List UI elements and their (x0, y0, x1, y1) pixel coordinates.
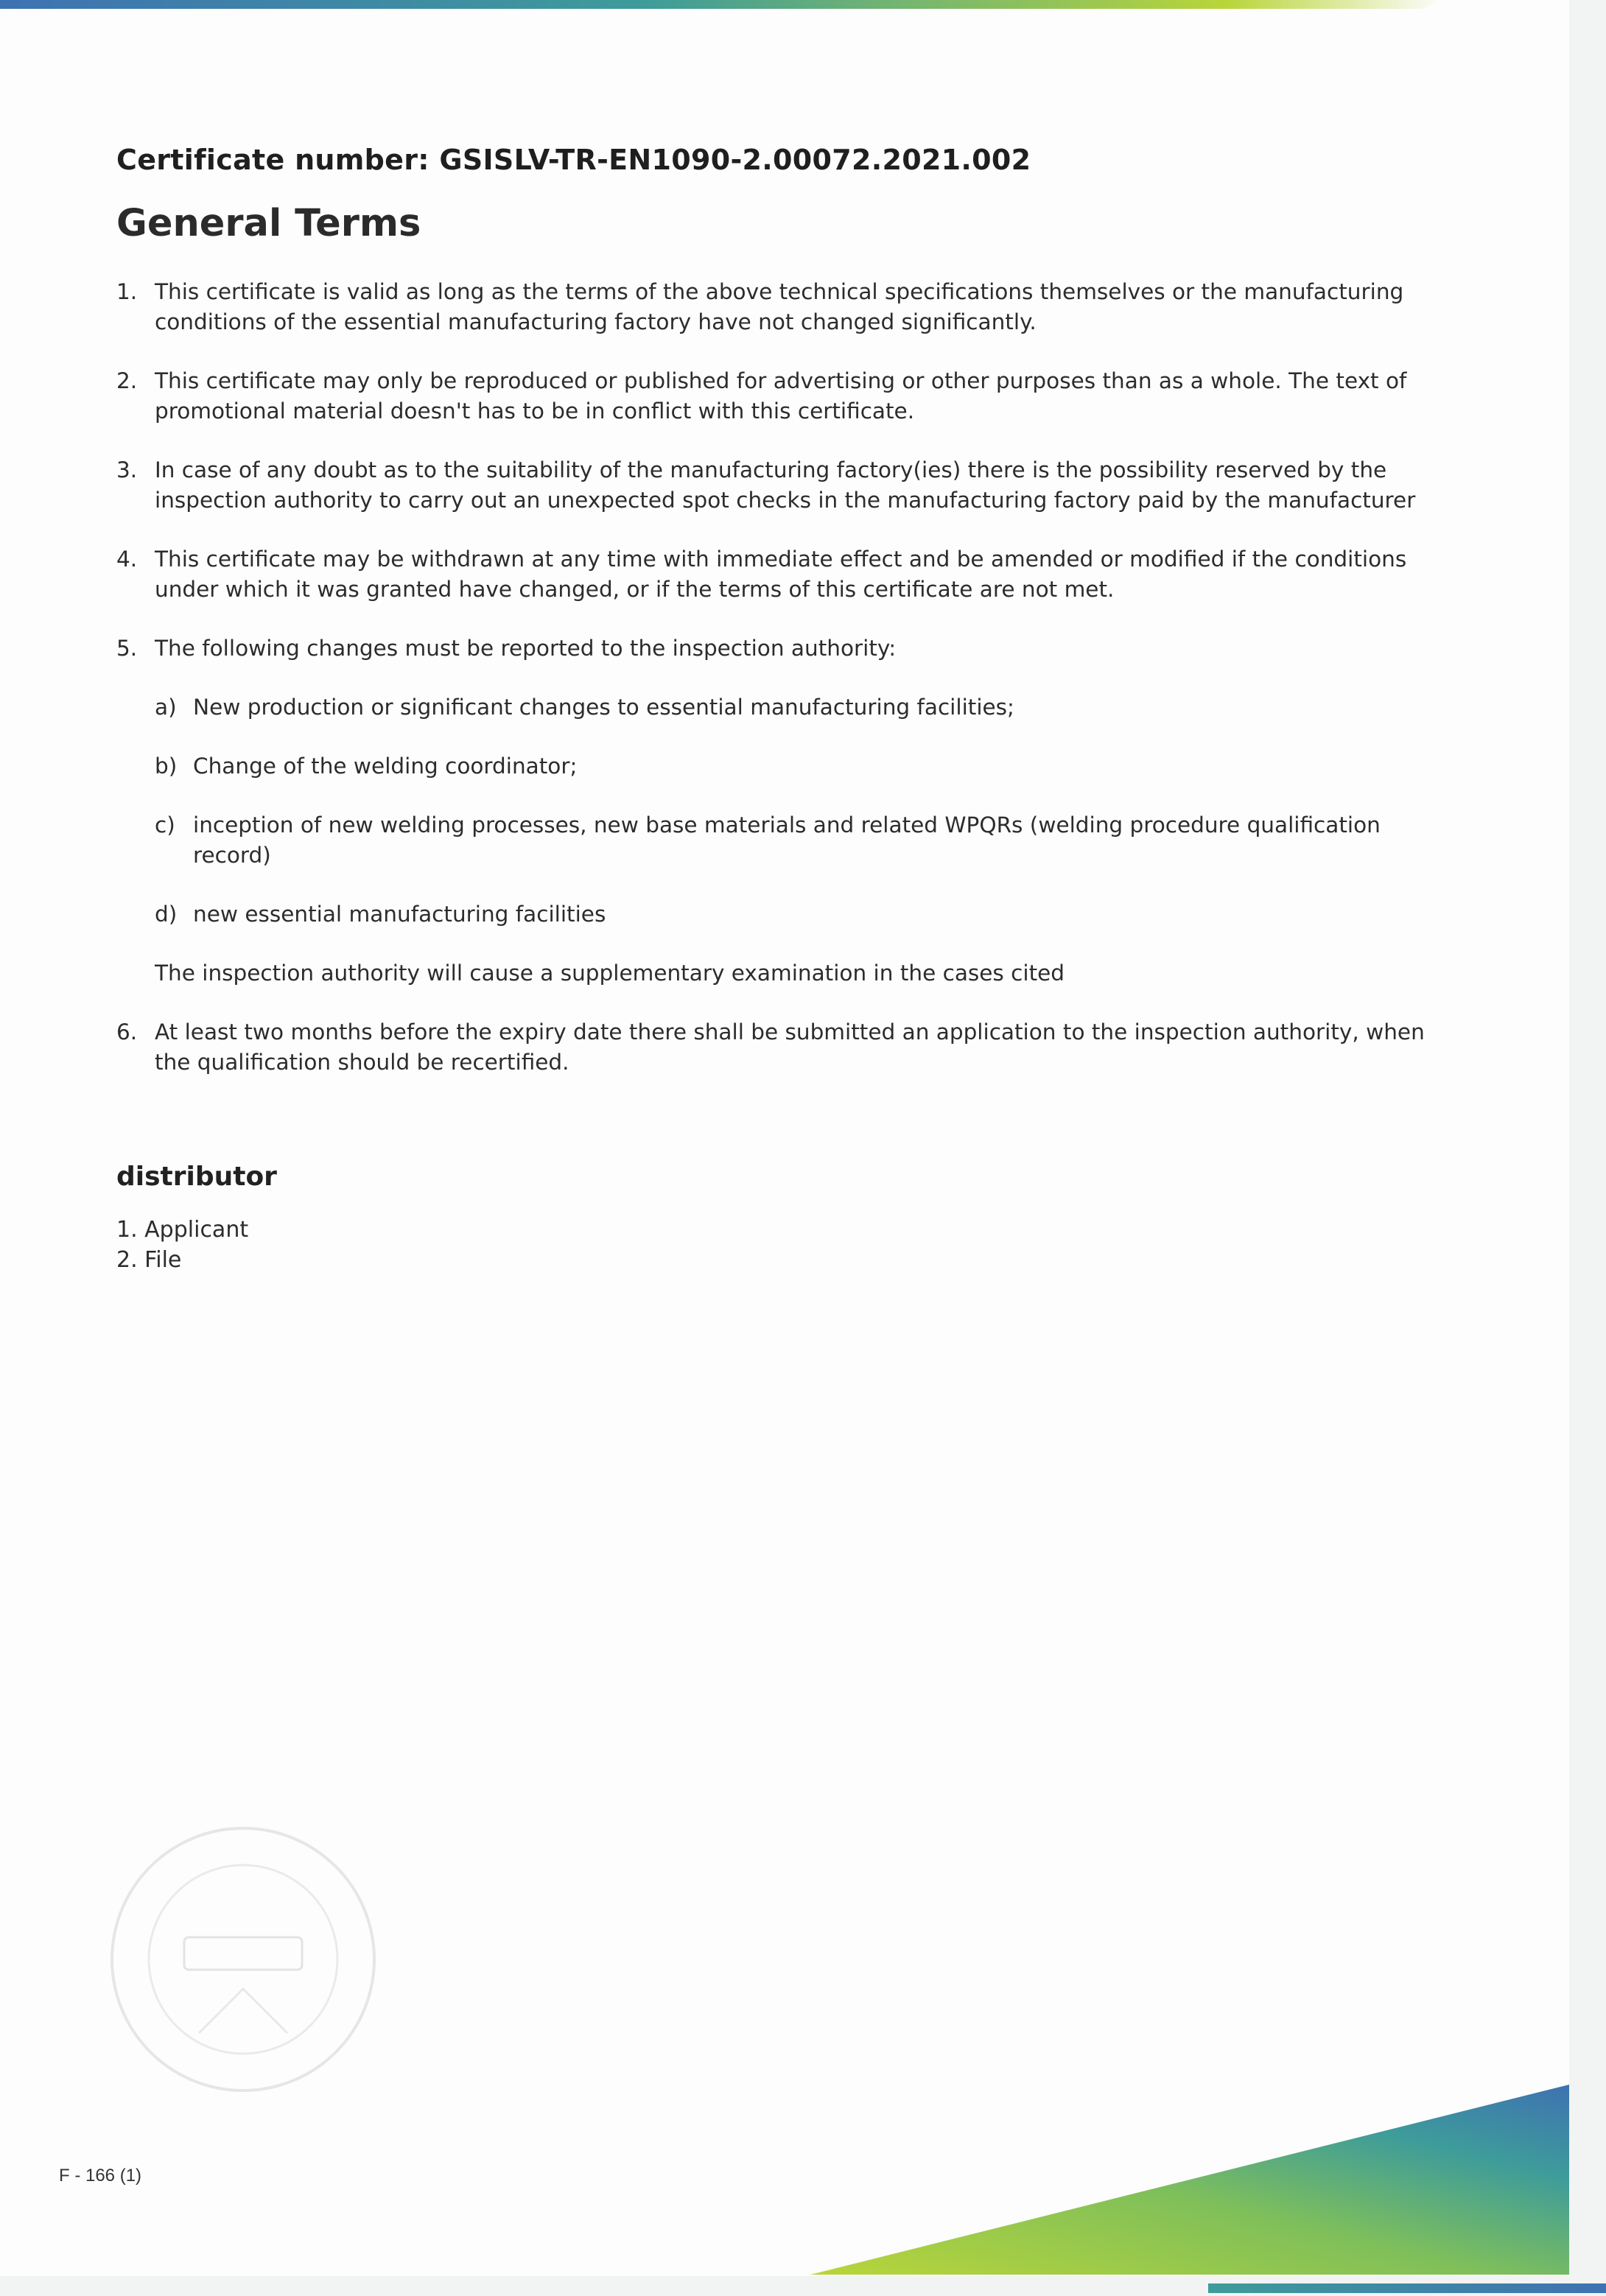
term-item (116, 1017, 1428, 1078)
term-number: 6. (116, 1019, 138, 1045)
term-item (116, 544, 1428, 605)
supplementary-exam-note: The inspection authority will cause a supplementary examination in the cases cited (155, 961, 1065, 986)
reportable-changes-list (155, 692, 1428, 930)
sub-item-letter: b) (155, 754, 178, 779)
term-number: 4. (116, 547, 138, 572)
term-item (116, 366, 1428, 426)
sub-item-text: New production or significant changes to essential manufacturing facilities; (193, 695, 1014, 720)
sub-item-letter: a) (155, 695, 177, 720)
distributor-list (116, 1215, 1428, 1275)
terms-list (116, 277, 1428, 1078)
term-text: The following changes must be reported to the inspection authority: (155, 636, 897, 661)
term-text: This certificate is valid as long as the terms of the above technical specifications themselves or the manufacturing conditions of the essential manufacturing factory have not changed significantly. (155, 279, 1404, 334)
sub-item-letter: c) (155, 812, 175, 838)
bottom-gradient-wedge (810, 2085, 1569, 2276)
bottom-gradient-strip (1208, 2282, 1606, 2296)
sub-item (155, 692, 1428, 723)
certificate-number: Certificate number: GSISLV-TR-EN1090-2.00072.2021.002 (116, 144, 1031, 176)
distributor-item: 1. Applicant (116, 1217, 249, 1243)
term-item (116, 633, 1428, 989)
term-item (116, 455, 1428, 516)
sub-item-text: new essential manufacturing facilities (193, 902, 606, 927)
term-number: 1. (116, 279, 138, 304)
term-text: This certificate may only be reproduced or published for advertising or other purposes than as a whole. The text of promotional material doesn't has to be in conflict with this certificate. (155, 368, 1407, 424)
sub-item (155, 751, 1428, 782)
sub-item-text: Change of the welding coordinator; (193, 754, 578, 779)
sub-item-letter: d) (155, 902, 178, 927)
top-gradient-bar (0, 0, 1569, 9)
term-text: This certificate may be withdrawn at any time with immediate effect and be amended or modified if the conditions under which it was granted have changed, or if the terms of this certificate are not met. (155, 547, 1407, 602)
sub-item (155, 810, 1428, 871)
sub-item-text: inception of new welding processes, new base materials and related WPQRs (welding procedure qualification record) (193, 812, 1381, 868)
term-number: 5. (116, 636, 138, 661)
term-text: At least two months before the expiry date there shall be submitted an application to the inspection authority, when the qualification should be recertified. (155, 1019, 1425, 1075)
distributor-item: 2. File (116, 1247, 182, 1273)
sub-item (155, 899, 1428, 930)
term-item (116, 277, 1428, 337)
distributor-heading: distributor (116, 1162, 277, 1192)
term-number: 2. (116, 368, 138, 393)
term-text: In case of any doubt as to the suitability of the manufacturing factory(ies) there is the possibility reserved by the inspection authority to carry out an unexpected spot checks in the manufacturing factory paid by the manufacturer (155, 457, 1416, 513)
form-code: F - 166 (1) (59, 2166, 142, 2186)
term-number: 3. (116, 457, 138, 482)
faded-stamp-seal (103, 1819, 383, 2102)
general-terms-heading: General Terms (116, 202, 421, 245)
